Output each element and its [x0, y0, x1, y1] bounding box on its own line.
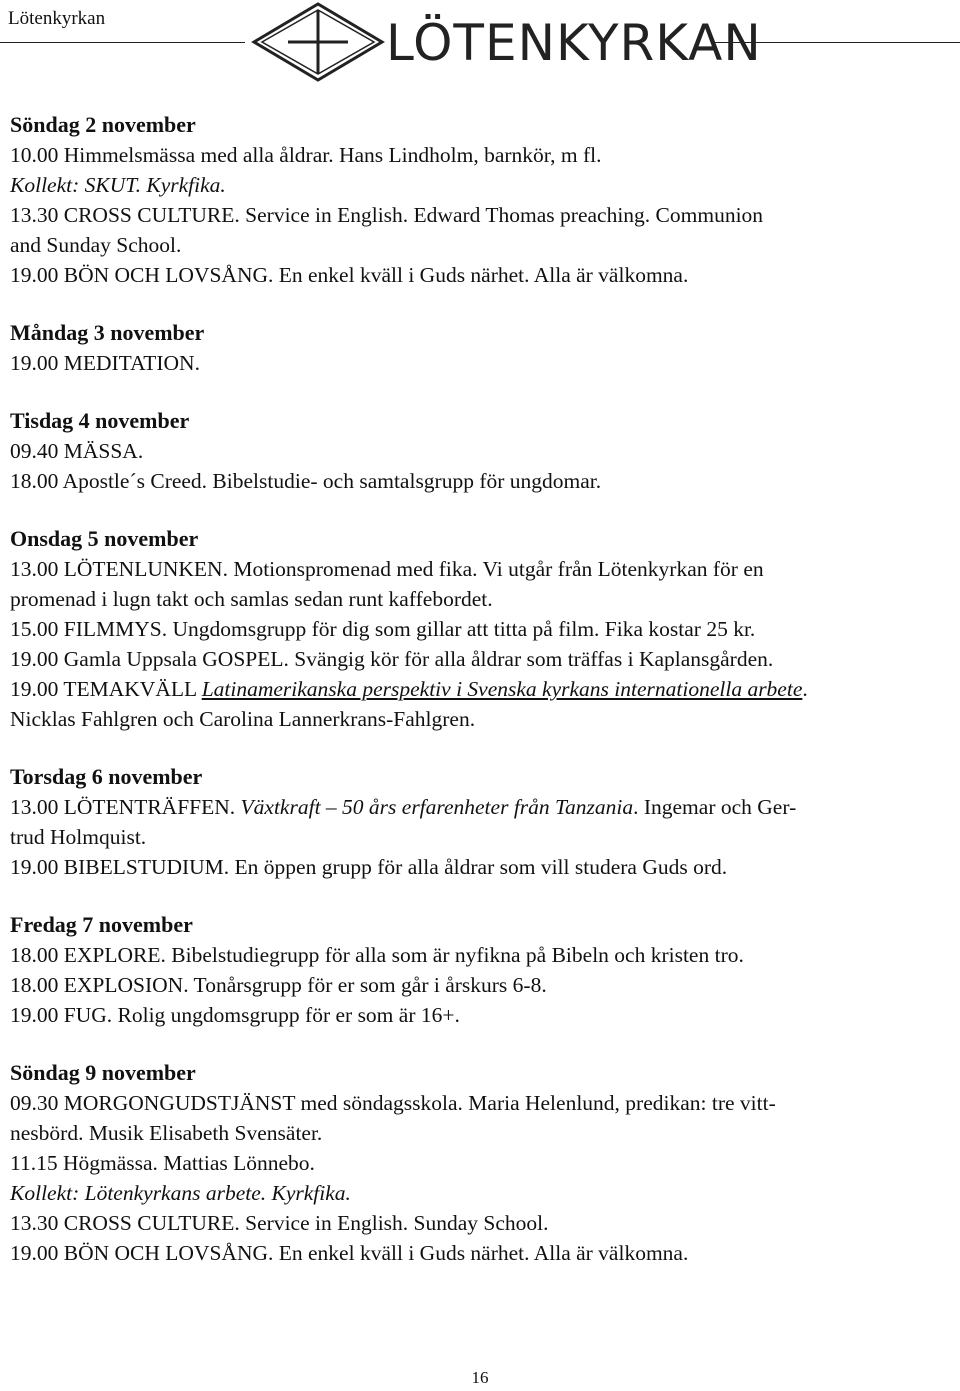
event-line [10, 1208, 945, 1238]
event-line [10, 260, 945, 290]
day-block [10, 1058, 945, 1268]
logo-wordmark [386, 14, 762, 72]
event-line [10, 554, 945, 584]
event-text: trud Holmquist. [10, 825, 147, 849]
event-text: 19.00 Gamla Uppsala GOSPEL. Svängig kör för alla åldrar som träffas i Kaplansgården. [10, 647, 774, 671]
event-text: 19.00 BÖN OCH LOVSÅNG. En enkel kväll i Guds närhet. Alla är välkomna. [10, 263, 689, 287]
event-text: and Sunday School. [10, 233, 182, 257]
event-text: 18.00 EXPLOSION. Tonårsgrupp för er som går i årskurs 6-8. [10, 973, 547, 997]
day-heading: Tisdag 4 november [10, 408, 190, 433]
event-text: nesbörd. Musik Elisabeth Svensäter. [10, 1121, 323, 1145]
day-heading: Onsdag 5 november [10, 526, 199, 551]
event-text-italic: Kollekt: Lötenkyrkans arbete. Kyrkfika. [10, 1181, 351, 1205]
event-line [10, 200, 945, 230]
event-line [10, 1178, 945, 1208]
event-text: . Ingemar och Ger- [633, 795, 797, 819]
day-block [10, 318, 945, 378]
logo-text-bold: LÖTEN [386, 14, 556, 72]
event-line [10, 822, 945, 852]
event-line [10, 852, 945, 882]
event-line [10, 704, 945, 734]
day-heading: Söndag 9 november [10, 1060, 196, 1085]
event-text: 11.15 Högmässa. Mattias Lönnebo. [10, 1151, 315, 1175]
event-line [10, 674, 945, 704]
event-line [10, 614, 945, 644]
event-text: . [802, 677, 808, 701]
event-text-italic: Växtkraft – 50 års erfarenheter från Tanzania [240, 795, 634, 819]
event-line [10, 348, 945, 378]
event-line [10, 970, 945, 1000]
church-logo [248, 0, 762, 88]
event-text: 10.00 Himmelsmässa med alla åldrar. Hans Lindholm, barnkör, m fl. [10, 143, 602, 167]
page-number: 16 [471, 1368, 489, 1387]
event-text: 13.00 LÖTENTRÄFFEN. [10, 795, 241, 819]
day-heading: Måndag 3 november [10, 320, 205, 345]
event-line [10, 1238, 945, 1268]
event-text: 09.30 MORGONGUDSTJÄNST med söndagsskola. Maria Helenlund, predikan: tre vitt- [10, 1091, 776, 1115]
event-line [10, 940, 945, 970]
event-text: 19.00 FUG. Rolig ungdomsgrupp för er som är 16+. [10, 1003, 460, 1027]
day-block [10, 524, 945, 734]
event-line [10, 170, 945, 200]
day-heading: Torsdag 6 november [10, 764, 203, 789]
event-text: 19.00 BÖN OCH LOVSÅNG. En enkel kväll i Guds närhet. Alla är välkomna. [10, 1241, 689, 1265]
event-text: 19.00 MEDITATION. [10, 351, 200, 375]
event-line [10, 1118, 945, 1148]
event-text: 15.00 FILMMYS. Ungdomsgrupp för dig som gillar att titta på film. Fika kostar 25 kr. [10, 617, 756, 641]
day-block [10, 910, 945, 1030]
day-block [10, 762, 945, 882]
event-text-italic: Kollekt: SKUT. Kyrkfika. [10, 173, 226, 197]
event-line [10, 1148, 945, 1178]
logo-text-light: KYRKAN [555, 14, 762, 72]
day-heading: Fredag 7 november [10, 912, 193, 937]
event-text: 09.40 MÄSSA. [10, 439, 144, 463]
event-text: 19.00 BIBELSTUDIUM. En öppen grupp för alla åldrar som vill studera Guds ord. [10, 855, 728, 879]
event-line [10, 466, 945, 496]
day-block [10, 110, 945, 290]
church-roof-icon [248, 0, 388, 88]
event-line [10, 792, 945, 822]
event-line [10, 584, 945, 614]
header-rule-left [0, 42, 245, 43]
event-line [10, 436, 945, 466]
event-text: promenad i lugn takt och samlas sedan runt kaffebordet. [10, 587, 493, 611]
event-line [10, 140, 945, 170]
event-text: 19.00 TEMAKVÄLL [10, 677, 202, 701]
event-text: 13.30 CROSS CULTURE. Service in English. Sunday School. [10, 1211, 549, 1235]
event-text: Nicklas Fahlgren och Carolina Lannerkrans-Fahlgren. [10, 707, 476, 731]
event-line [10, 1000, 945, 1030]
header-label: Lötenkyrkan [8, 8, 106, 29]
event-text-italic: Latinamerikanska perspektiv i Svenska kyrkans internationella arbete [201, 677, 803, 701]
event-line [10, 644, 945, 674]
event-text: 13.30 CROSS CULTURE. Service in English. Edward Thomas preaching. Communion [10, 203, 764, 227]
schedule [10, 110, 945, 1268]
event-text: 13.00 LÖTENLUNKEN. Motionspromenad med fika. Vi utgår från Lötenkyrkan för en [10, 557, 764, 581]
day-block [10, 406, 945, 496]
event-text: 18.00 Apostle´s Creed. Bibelstudie- och samtalsgrupp för ungdomar. [10, 469, 602, 493]
event-line [10, 1088, 945, 1118]
event-line [10, 230, 945, 260]
event-text: 18.00 EXPLORE. Bibelstudiegrupp för alla som är nyfikna på Bibeln och kristen tro. [10, 943, 744, 967]
day-heading: Söndag 2 november [10, 112, 196, 137]
